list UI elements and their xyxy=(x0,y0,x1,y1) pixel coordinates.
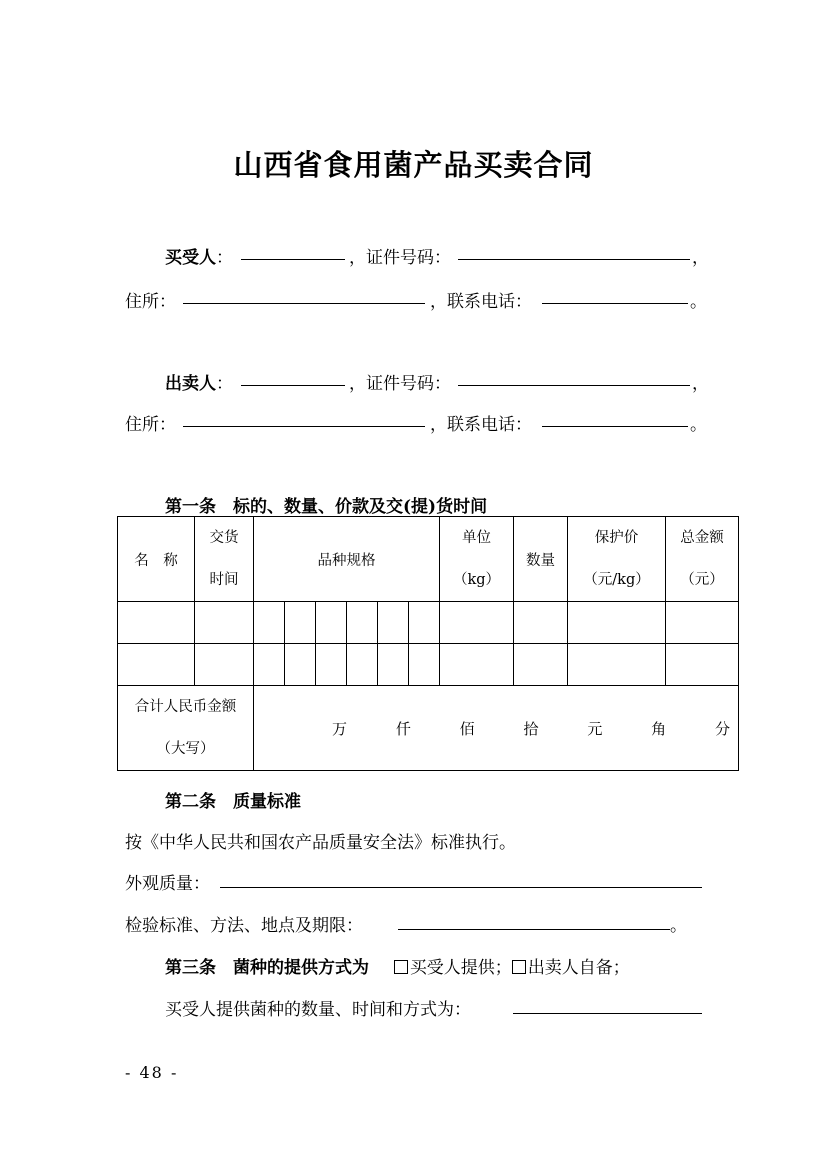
seller-line-1: 出卖人： xyxy=(165,374,233,394)
seller-id-label: ， xyxy=(349,374,366,394)
unit-wan: 万 xyxy=(332,719,348,738)
table-row xyxy=(118,644,739,686)
document-title: 山西省食用菌产品买卖合同 xyxy=(233,148,594,182)
buyer-address-field[interactable] xyxy=(183,303,425,304)
seller-provides-checkbox[interactable] xyxy=(512,960,526,974)
table-header-row xyxy=(118,517,739,602)
option-buyer-provides: 买受人提供； xyxy=(409,958,512,978)
buyer-provides-checkbox[interactable] xyxy=(394,960,408,974)
option-seller-provides: 出卖人自备； xyxy=(527,958,630,978)
article2-heading: 第二条 质量标准 xyxy=(165,792,301,812)
buyer-name-field[interactable] xyxy=(241,259,345,260)
buyer-id-field[interactable] xyxy=(458,259,690,260)
header-spec: 品种规格 xyxy=(254,517,440,602)
unit-yuan: 元 xyxy=(587,719,603,738)
header-total-amount: 总金额 （元） xyxy=(666,517,739,602)
seller-name-field[interactable] xyxy=(241,385,345,386)
amount-units xyxy=(254,718,738,739)
header-name: 名 称 xyxy=(118,517,195,602)
table-row xyxy=(118,602,739,644)
table-sum-row xyxy=(118,686,739,771)
unit-shi: 拾 xyxy=(523,719,539,738)
buyer-address-label: 住所： xyxy=(125,292,176,312)
goods-table xyxy=(117,516,739,771)
sum-amount-field[interactable] xyxy=(254,686,739,771)
seller-id-field[interactable] xyxy=(458,385,690,386)
inspection-label: 检验标准、方法、地点及期限： xyxy=(125,916,363,936)
unit-fen: 分 xyxy=(714,719,730,738)
header-quantity: 数量 xyxy=(514,517,568,602)
spawn-supply-label: 买受人提供菌种的数量、时间和方式为： xyxy=(165,1000,471,1020)
appearance-quality-field[interactable] xyxy=(220,887,702,888)
article1-heading: 第一条 标的、数量、价款及交(提)货时间 xyxy=(165,497,488,517)
inspection-field[interactable] xyxy=(398,929,670,930)
seller-address-label: 住所： xyxy=(125,415,176,435)
spawn-supply-field[interactable] xyxy=(513,1013,702,1014)
header-protected-price: 保护价 （元/kg） xyxy=(568,517,666,602)
appearance-quality-label: 外观质量： xyxy=(125,874,210,894)
article3-heading: 第三条 菌种的提供方式为 xyxy=(165,958,369,978)
header-unit: 单位 （kg） xyxy=(440,517,514,602)
unit-bai: 佰 xyxy=(459,719,475,738)
buyer-line-1: 买受人： xyxy=(165,248,233,268)
article3-line xyxy=(165,953,630,978)
sum-label: 合计人民币金额 （大写） xyxy=(118,686,254,771)
seller-phone-field[interactable] xyxy=(542,426,688,427)
article2-standard-text: 按《中华人民共和国农产品质量安全法》标准执行。 xyxy=(125,833,516,853)
buyer-phone-label: ，联系电话： xyxy=(430,292,532,312)
buyer-id-label: ， xyxy=(349,248,366,268)
header-delivery-time: 交货 时间 xyxy=(195,517,254,602)
seller-phone-label: ，联系电话： xyxy=(430,415,532,435)
buyer-phone-field[interactable] xyxy=(542,303,688,304)
page-number: - 48 - xyxy=(125,1063,179,1082)
unit-qian: 仟 xyxy=(395,719,411,738)
seller-address-field[interactable] xyxy=(183,426,425,427)
buyer-label: 买受人 xyxy=(165,248,216,268)
unit-jiao: 角 xyxy=(651,719,667,738)
seller-label: 出卖人 xyxy=(165,374,216,394)
